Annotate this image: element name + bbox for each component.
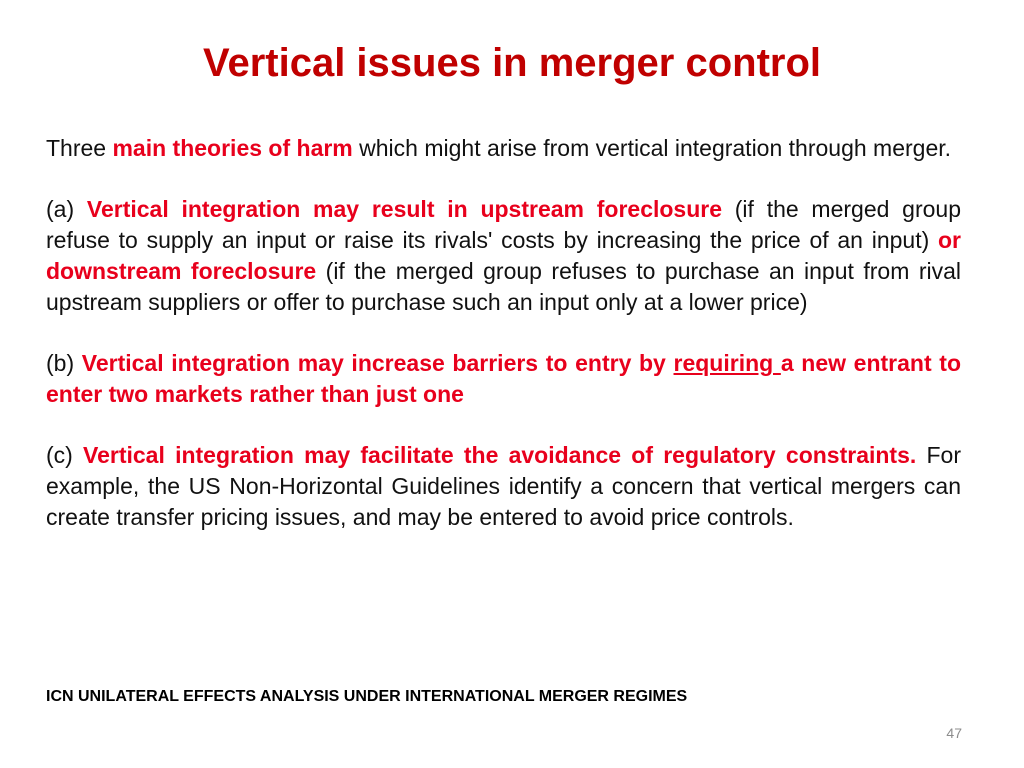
intro-text-1: Three	[46, 135, 113, 161]
slide-body	[46, 133, 961, 563]
item-b-highlight-1: Vertical integration may increase barriers to entry by	[81, 350, 674, 376]
item-b-paragraph	[46, 348, 961, 410]
item-c-prefix: (c)	[46, 442, 84, 468]
page-number: 47	[946, 725, 962, 741]
item-c-text: For example, the US Non-Horizontal Guidelines identify a concern that vertical mergers can create transfer pricing issues, and may be entered to avoid price controls.	[46, 442, 961, 530]
item-b-highlight-2: a new entrant to enter two markets rather than just one	[46, 350, 961, 407]
source-citation: ICN UNILATERAL EFFECTS ANALYSIS UNDER INTERNATIONAL MERGER REGIMES	[46, 688, 688, 705]
item-b-underlined-word: requiring	[673, 350, 781, 376]
item-c-highlight: Vertical integration may facilitate the avoidance of regulatory constraints.	[83, 442, 917, 468]
item-a-paragraph	[46, 194, 961, 318]
slide-title: Vertical issues in merger control	[202, 41, 822, 85]
intro-highlight: main theories of harm	[112, 135, 353, 161]
intro-paragraph	[46, 133, 961, 164]
item-a-text-2: (if the merged group refuses to purchase an input from rival upstream suppliers or offer to purchase such an input only at a lower price)	[46, 258, 961, 315]
item-a-text-1: (if the merged group refuse to supply an input or raise its rivals' costs by increasing the price of an input)	[46, 196, 961, 253]
item-a-highlight-2: or downstream foreclosure	[46, 227, 961, 284]
item-a-prefix: (a)	[46, 196, 87, 222]
intro-text-2: which might arise from vertical integration through merger.	[352, 135, 952, 161]
item-a-highlight-1: Vertical integration may result in upstream foreclosure	[86, 196, 723, 222]
item-c-paragraph	[46, 440, 961, 533]
item-b-prefix: (b)	[46, 350, 82, 376]
